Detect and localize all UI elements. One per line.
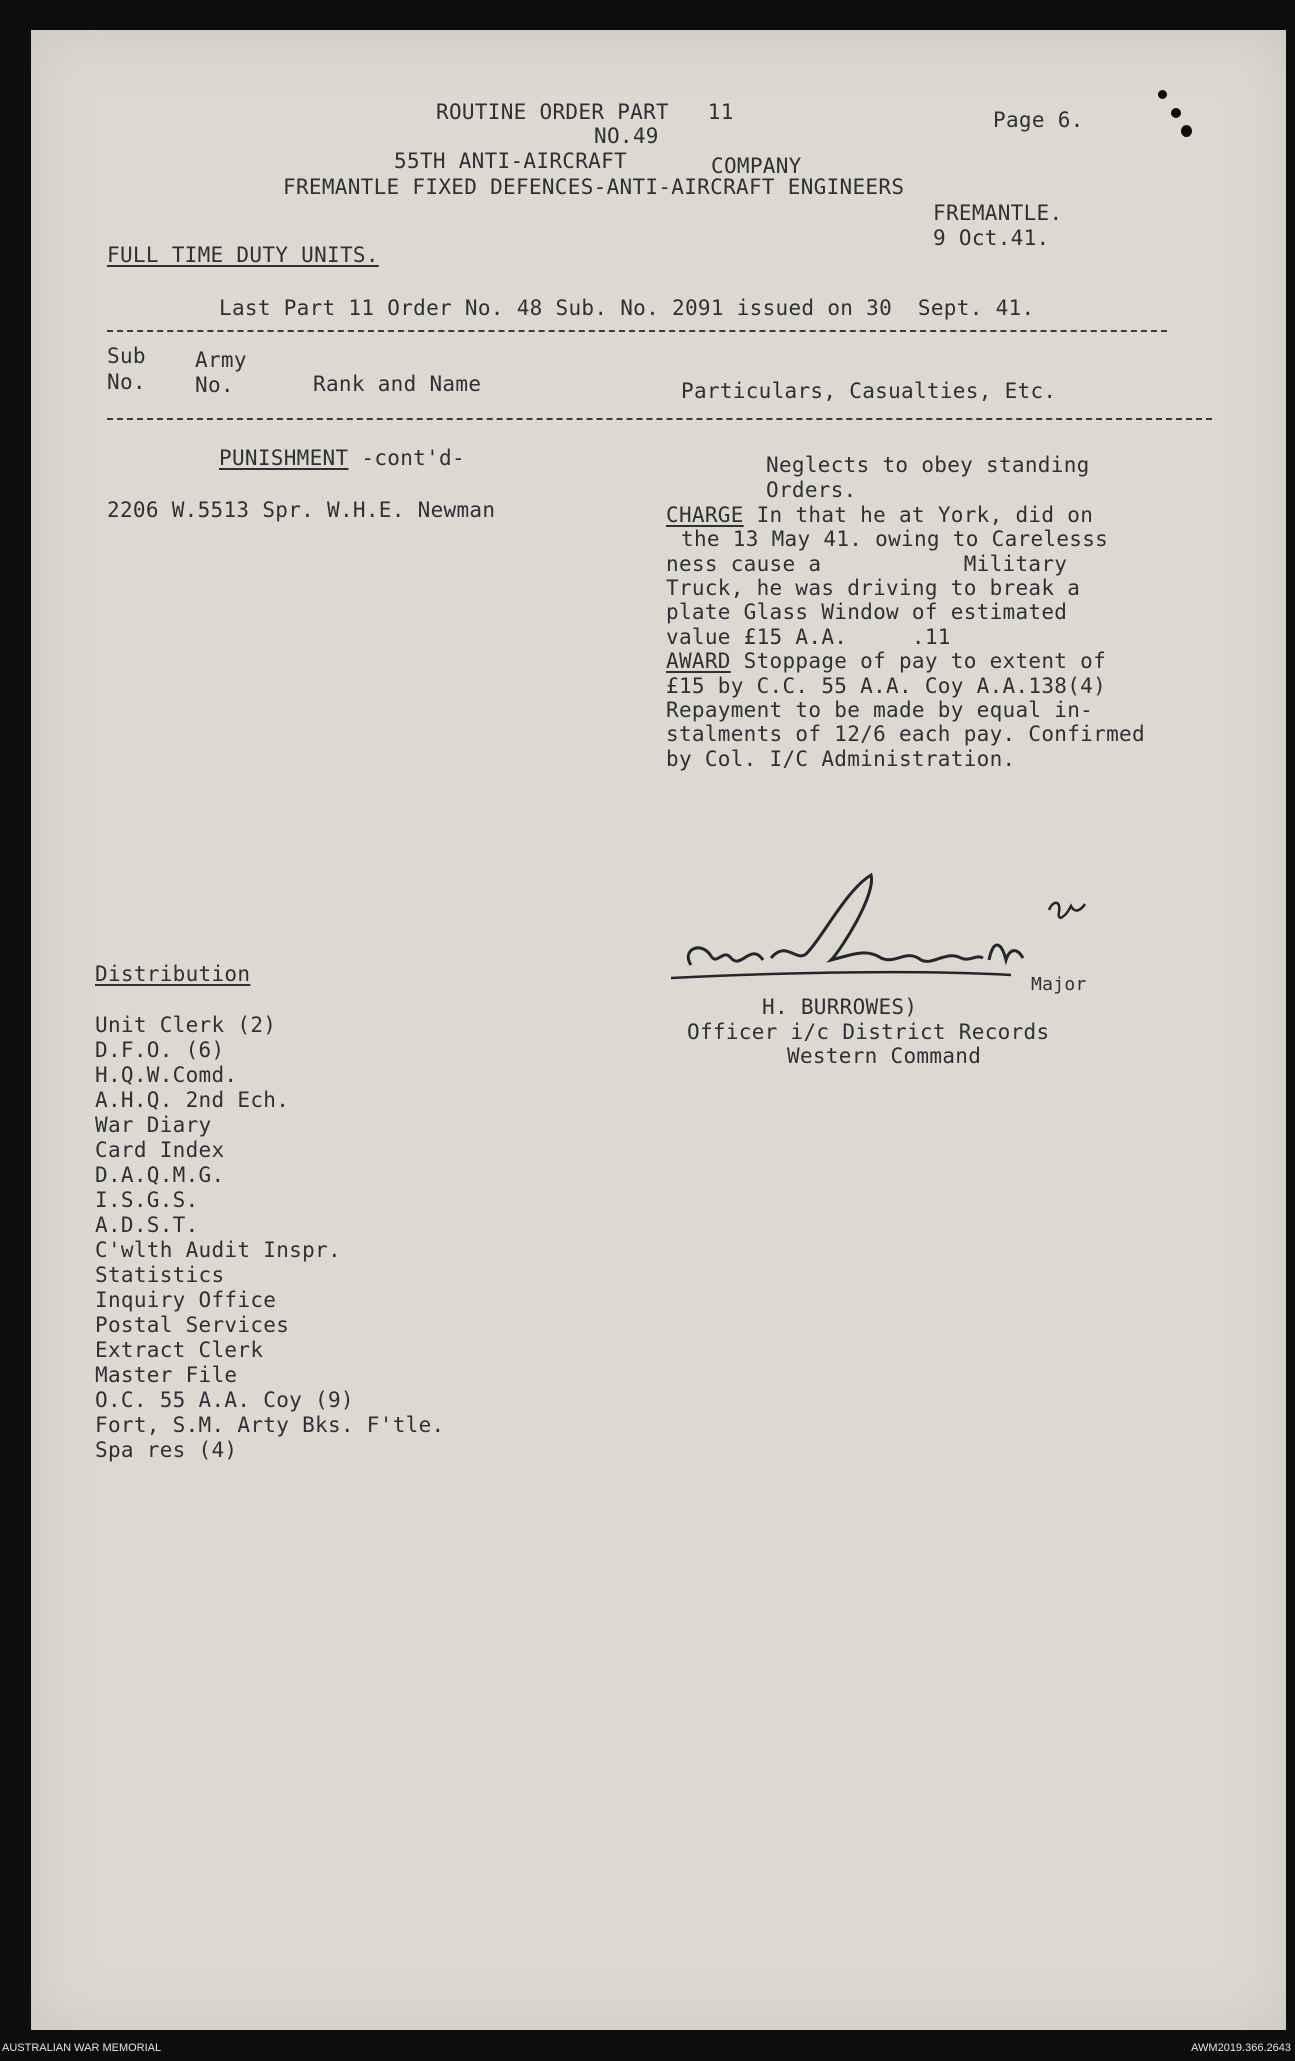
charge-line: plate Glass Window of estimated bbox=[666, 600, 1068, 624]
punch-mark bbox=[1158, 90, 1167, 99]
award-line: Repayment to be made by equal in- bbox=[666, 698, 1094, 722]
col-particulars: Particulars, Casualties, Etc. bbox=[681, 379, 1057, 403]
particulars-line: Neglects to obey standing bbox=[766, 453, 1090, 477]
distribution-heading: Distribution bbox=[95, 962, 251, 986]
signatory-rank: Major bbox=[1031, 974, 1087, 995]
distribution-item: A.H.Q. 2nd Ech. bbox=[95, 1088, 290, 1112]
award-line: by Col. I/C Administration. bbox=[666, 747, 1016, 771]
distribution-item: I.S.G.S. bbox=[95, 1188, 199, 1212]
award-line: £15 by C.C. 55 A.A. Coy A.A.138(4) bbox=[666, 674, 1107, 698]
distribution-item: D.A.Q.M.G. bbox=[95, 1163, 225, 1187]
col-army-no: No. bbox=[195, 373, 234, 397]
charge-line: ness cause a Military bbox=[666, 552, 1068, 576]
rule-top bbox=[107, 330, 1167, 332]
distribution-item: Card Index bbox=[95, 1138, 225, 1162]
company-name: 55TH ANTI-AIRCRAFT bbox=[394, 149, 627, 173]
footer-left: AUSTRALIAN WAR MEMORIAL bbox=[2, 2042, 162, 2054]
footer-right: AWM2019.366.2643 bbox=[1191, 2042, 1291, 2054]
rule-bottom bbox=[107, 418, 1212, 420]
col-rank-name: Rank and Name bbox=[313, 372, 482, 396]
section-heading: PUNISHMENT -cont'd- bbox=[219, 446, 465, 470]
award-line: stalments of 12/6 each pay. Confirmed bbox=[666, 722, 1145, 746]
distribution-item: O.C. 55 A.A. Coy (9) bbox=[95, 1388, 354, 1412]
page-number: Page 6. bbox=[993, 108, 1084, 132]
distribution-item: Unit Clerk (2) bbox=[95, 1013, 277, 1037]
award-line: AWARD Stoppage of pay to extent of bbox=[666, 649, 1107, 673]
charge-line: the 13 May 41. owing to Carelesss bbox=[681, 527, 1109, 551]
order-number: NO.49 bbox=[594, 124, 659, 148]
order-date: 9 Oct.41. bbox=[933, 226, 1050, 250]
distribution-item: Inquiry Office bbox=[95, 1288, 277, 1312]
units-heading: FULL TIME DUTY UNITS. bbox=[107, 243, 379, 267]
charge-line: Truck, he was driving to break a bbox=[666, 576, 1081, 600]
document-page bbox=[31, 30, 1286, 2030]
defences-line: FREMANTLE FIXED DEFENCES-ANTI-AIRCRAFT ENGINEERS bbox=[283, 175, 905, 199]
distribution-item: Postal Services bbox=[95, 1313, 290, 1337]
last-order-line: Last Part 11 Order No. 48 Sub. No. 2091 issued on 30 Sept. 41. bbox=[219, 296, 1035, 320]
signatory-command: Western Command bbox=[787, 1044, 982, 1068]
particulars-line: Orders. bbox=[766, 478, 857, 502]
charge-line: value £15 A.A. .11 bbox=[666, 625, 951, 649]
distribution-item: Extract Clerk bbox=[95, 1338, 264, 1362]
distribution-item: D.F.O. (6) bbox=[95, 1038, 225, 1062]
company-word: COMPANY bbox=[711, 154, 802, 178]
order-title: ROUTINE ORDER PART 11 bbox=[436, 100, 734, 124]
punch-mark bbox=[1181, 125, 1192, 137]
distribution-item: A.D.S.T. bbox=[95, 1213, 199, 1237]
distribution-item: Statistics bbox=[95, 1263, 225, 1287]
col-army: Army bbox=[195, 348, 247, 372]
distribution-item: Fort, S.M. Arty Bks. F'tle. bbox=[95, 1413, 445, 1437]
place: FREMANTLE. bbox=[933, 201, 1063, 225]
distribution-item: War Diary bbox=[95, 1113, 212, 1137]
signatory-title: Officer i/c District Records bbox=[687, 1020, 1050, 1044]
distribution-item: H.Q.W.Comd. bbox=[95, 1063, 238, 1087]
punch-mark bbox=[1171, 108, 1181, 118]
charge-line: CHARGE In that he at York, did on bbox=[666, 503, 1094, 527]
col-sub-no: No. bbox=[107, 370, 146, 394]
entry-record: 2206 W.5513 Spr. W.H.E. Newman bbox=[107, 498, 496, 522]
col-sub: Sub bbox=[107, 344, 146, 368]
distribution-item: Spa res (4) bbox=[95, 1438, 238, 1462]
signatory-name: H. BURROWES) bbox=[762, 995, 918, 1019]
distribution-item: C'wlth Audit Inspr. bbox=[95, 1238, 341, 1262]
distribution-item: Master File bbox=[95, 1363, 238, 1387]
